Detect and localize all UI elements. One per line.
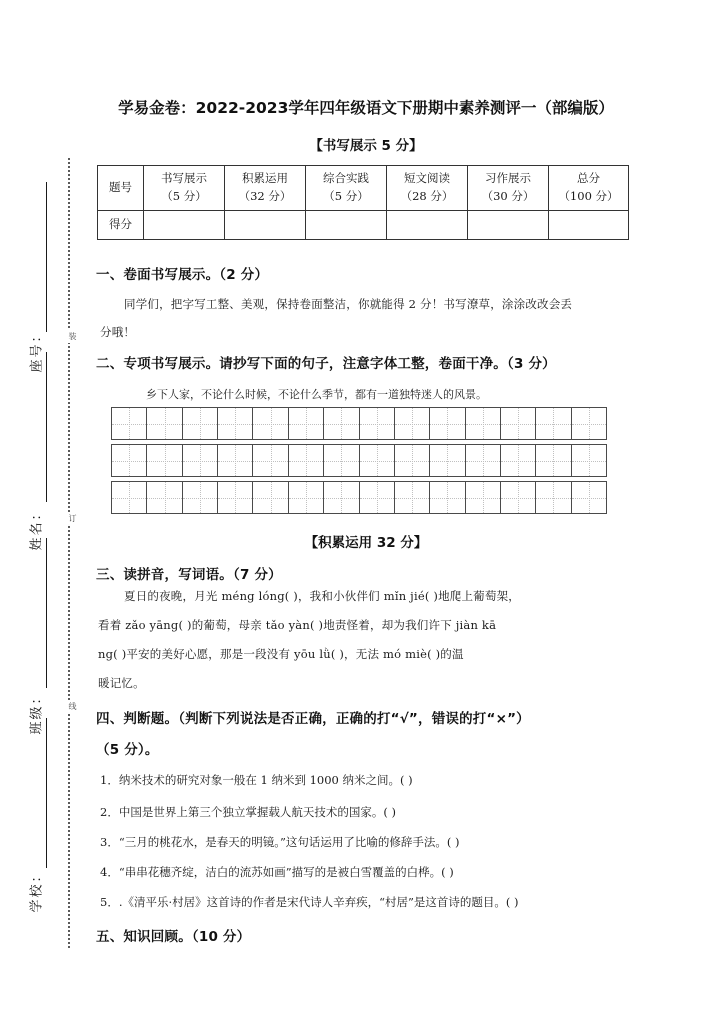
score-table-col-1: [225, 166, 306, 211]
writing-grid-row[interactable]: [111, 444, 607, 477]
grid-cell[interactable]: [253, 408, 288, 439]
grid-cell[interactable]: [360, 445, 395, 476]
score-cell-5[interactable]: [549, 211, 629, 240]
section-two-heading: 二、专项书写展示。请抄写下面的句子，注意字体工整，卷面干净。（3 分）: [96, 356, 556, 372]
grid-cell[interactable]: [183, 482, 218, 513]
grid-cell[interactable]: [324, 445, 359, 476]
grid-cell[interactable]: [289, 445, 324, 476]
judgment-item-1[interactable]: 1．纳米技术的研究对象一般在 1 纳米到 1000 纳米之间。( ): [100, 773, 413, 787]
grid-cell[interactable]: [112, 408, 147, 439]
grid-cell[interactable]: [360, 408, 395, 439]
grid-cell[interactable]: [466, 482, 501, 513]
col-name-0: 书写展示: [161, 171, 207, 186]
seal-word-3: 线: [60, 700, 78, 713]
table-row-score: [98, 211, 629, 240]
section-three-heading: 三、读拼音，写词语。（7 分）: [96, 567, 282, 583]
section-three-line-3[interactable]: ng( )平安的美好心愿，那是一段没有 yōu lǜ( )，无法 mó miè( )的温: [98, 647, 464, 661]
writing-grid-row[interactable]: [111, 481, 607, 514]
judgment-item-3[interactable]: 3．“三月的桃花水，是春天的明镜。”这句话运用了比喻的修辞手法。( ): [100, 835, 460, 849]
judgment-item-2[interactable]: 2．中国是世界上第三个独立掌握载人航天技术的国家。( ): [100, 805, 396, 819]
table-row-header: [98, 166, 629, 211]
sidebar-rule-2: [46, 352, 47, 502]
grid-cell[interactable]: [112, 482, 147, 513]
col-name-5: 总分: [577, 171, 600, 186]
grid-cell[interactable]: [147, 408, 182, 439]
sidebar-rule-4: [46, 718, 47, 868]
grid-cell[interactable]: [218, 445, 253, 476]
grid-cell[interactable]: [360, 482, 395, 513]
grid-cell[interactable]: [572, 482, 607, 513]
score-table: [97, 165, 629, 240]
grid-cell[interactable]: [289, 408, 324, 439]
col-points-1: （32 分）: [238, 189, 292, 203]
grid-cell[interactable]: [572, 445, 607, 476]
col-points-3: （28 分）: [400, 189, 454, 203]
grid-cell[interactable]: [395, 445, 430, 476]
score-cell-2[interactable]: [306, 211, 387, 240]
grid-cell[interactable]: [324, 482, 359, 513]
score-cell-4[interactable]: [468, 211, 549, 240]
col-points-5: （100 分）: [558, 189, 619, 203]
col-name-2: 综合实践: [323, 171, 369, 186]
grid-cell[interactable]: [218, 408, 253, 439]
sidebar-label-class: 班级：: [29, 689, 45, 735]
exam-page: [96, 0, 724, 1024]
grid-cell[interactable]: [183, 445, 218, 476]
grid-cell[interactable]: [112, 445, 147, 476]
grid-cell[interactable]: [324, 408, 359, 439]
judgment-item-5[interactable]: 5．.《清平乐·村居》这首诗的作者是宋代诗人辛弃疾，“村居”是这首诗的题目。( ): [100, 895, 519, 909]
grid-cell[interactable]: [147, 445, 182, 476]
grid-cell[interactable]: [183, 408, 218, 439]
score-table-col-0: [144, 166, 225, 211]
section-three-line-2[interactable]: 看着 zǎo yāng( )的葡萄，母亲 tǎo yàn( )地责怪着，却为我们许下 jiàn kā: [98, 618, 497, 632]
col-points-0: （5 分）: [161, 189, 207, 203]
sidebar-label-seat-number: 座号：: [29, 327, 45, 373]
grid-cell[interactable]: [430, 408, 465, 439]
page-title: 学易金卷：2022-2023学年四年级语文下册期中素养测评一（部编版）: [118, 99, 614, 117]
grid-cell[interactable]: [253, 445, 288, 476]
col-points-2: （5 分）: [323, 189, 369, 203]
col-name-4: 习作展示: [485, 171, 531, 186]
section-four-heading-line-2: （5 分）。: [96, 742, 159, 758]
grid-cell[interactable]: [253, 482, 288, 513]
score-table-row-label-1: 得分: [98, 211, 144, 240]
section-two-sentence: 乡下人家，不论什么时候，不论什么季节，都有一道独特迷人的风景。: [146, 388, 487, 401]
grid-cell[interactable]: [501, 482, 536, 513]
score-table-row-label-0: 题号: [98, 166, 144, 211]
score-cell-3[interactable]: [387, 211, 468, 240]
sidebar-label-school: 学校：: [29, 867, 45, 913]
col-name-1: 积累运用: [242, 171, 288, 186]
binding-sidebar: [0, 0, 96, 1024]
writing-grid[interactable]: [111, 407, 607, 518]
score-cell-0[interactable]: [144, 211, 225, 240]
judgment-item-4[interactable]: 4．“串串花穗齐绽，洁白的流苏如画”描写的是被白雪覆盖的白桦。( ): [100, 865, 454, 879]
writing-grid-row[interactable]: [111, 407, 607, 440]
section-one-heading: 一、卷面书写展示。（2 分）: [96, 267, 269, 283]
grid-cell[interactable]: [466, 408, 501, 439]
section-four-heading-line-1: 四、判断题。（判断下列说法是否正确，正确的打“√”，错误的打“×”）: [96, 711, 530, 727]
grid-cell[interactable]: [536, 482, 571, 513]
section-three-line-1[interactable]: 夏日的夜晚，月光 méng lóng( )，我和小伙伴们 mǐn jié( )地爬上葡萄架，: [124, 589, 520, 603]
score-table-col-5: [549, 166, 629, 211]
grid-cell[interactable]: [147, 482, 182, 513]
grid-cell[interactable]: [466, 445, 501, 476]
sidebar-rule-3: [46, 538, 47, 688]
grid-cell[interactable]: [218, 482, 253, 513]
grid-cell[interactable]: [395, 408, 430, 439]
sidebar-rule-1: [46, 182, 47, 332]
section-three-line-4: 暖记忆。: [98, 676, 145, 690]
col-name-3: 短文阅读: [404, 171, 450, 186]
score-cell-1[interactable]: [225, 211, 306, 240]
seal-word-1: 装: [60, 330, 78, 343]
col-points-4: （30 分）: [481, 189, 535, 203]
grid-cell[interactable]: [501, 408, 536, 439]
grid-cell[interactable]: [289, 482, 324, 513]
score-table-col-4: [468, 166, 549, 211]
banner-writing-display: 【书写展示 5 分】: [309, 138, 423, 154]
score-table-col-3: [387, 166, 468, 211]
score-table-col-2: [306, 166, 387, 211]
grid-cell[interactable]: [430, 482, 465, 513]
grid-cell[interactable]: [536, 408, 571, 439]
section-five-heading: 五、知识回顾。（10 分）: [96, 929, 251, 945]
banner-accumulation: 【积累运用 32 分】: [304, 535, 428, 551]
section-one-line-1: 同学们，把字写工整、美观，保持卷面整洁，你就能得 2 分！书写潦草，涂涂改改会丢: [124, 297, 573, 311]
grid-cell[interactable]: [395, 482, 430, 513]
grid-cell[interactable]: [430, 445, 465, 476]
sidebar-label-name: 姓名：: [29, 505, 45, 551]
grid-cell[interactable]: [501, 445, 536, 476]
section-one-line-2: 分哦！: [100, 325, 136, 339]
grid-cell[interactable]: [572, 408, 607, 439]
seal-dotted-line: [68, 158, 70, 948]
grid-cell[interactable]: [536, 445, 571, 476]
seal-word-2: 订: [60, 512, 78, 525]
